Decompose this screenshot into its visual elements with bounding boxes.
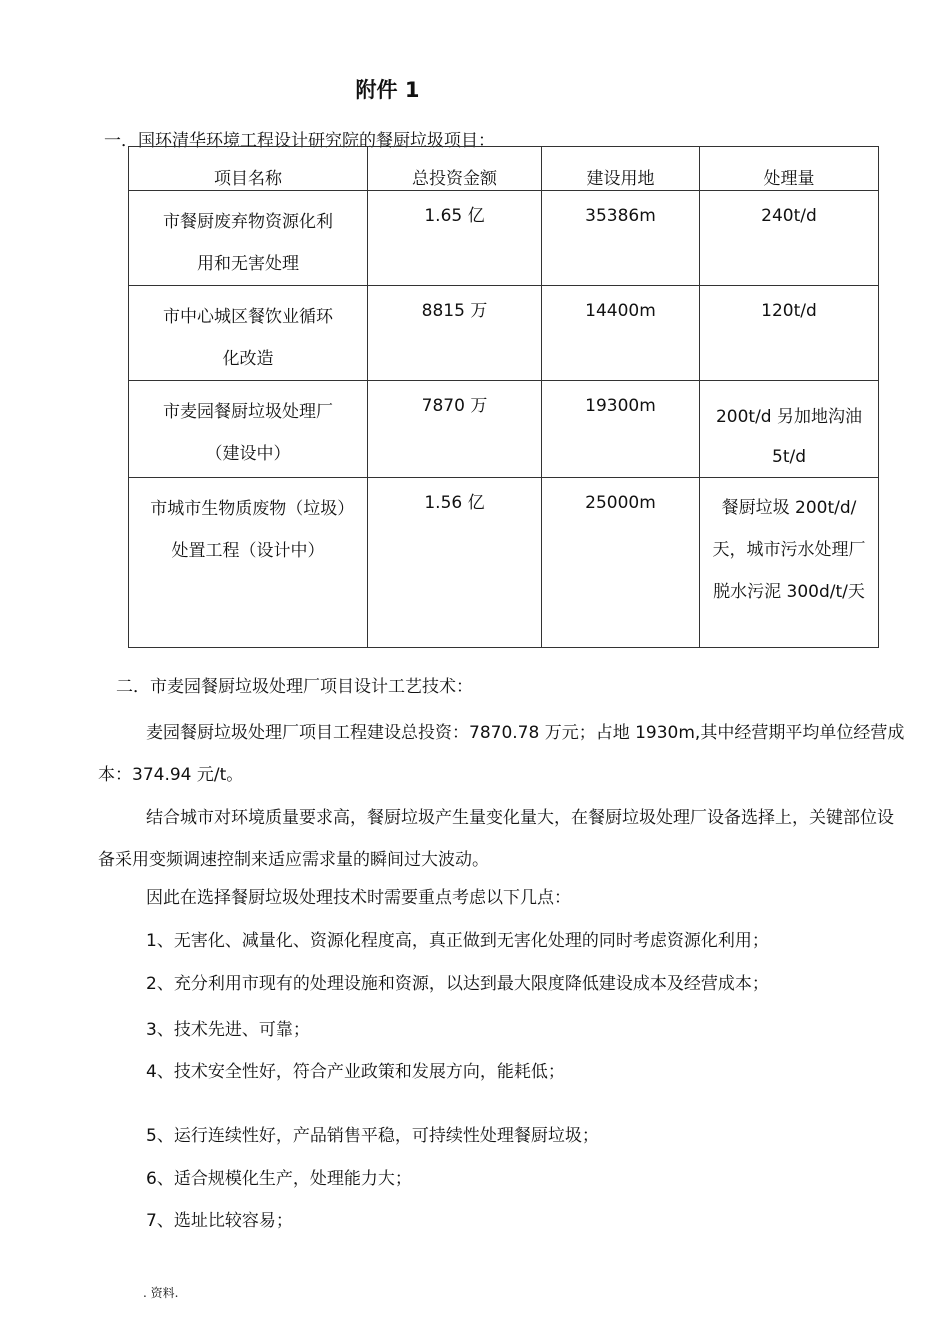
- list-item: 2、充分利用市现有的处理设施和资源，以达到最大限度降低建设成本及经营成本；: [146, 974, 769, 994]
- header-land: 建设用地: [542, 147, 700, 191]
- cell-investment: 1.65 亿: [368, 191, 542, 286]
- cell-land: 14400m: [542, 286, 700, 381]
- header-investment: 总投资金额: [368, 147, 542, 191]
- cell-capacity: 餐厨垃圾 200t/d/天，城市污水处理厂脱水污泥 300d/t/天: [700, 478, 879, 648]
- cell-capacity: 120t/d: [700, 286, 879, 381]
- list-item: 5、运行连续性好，产品销售平稳，可持续性处理餐厨垃圾；: [146, 1126, 599, 1146]
- section1-heading: 一．国环清华环境工程设计研究院的餐厨垃圾项目：: [104, 131, 495, 151]
- project-table: [128, 146, 879, 648]
- document-title: 附件 1: [355, 78, 420, 102]
- paragraph-equipment: 结合城市对环境质量要求高，餐厨垃圾产生量变化量大，在餐厨垃圾处理厂设备选择上，关键部位设备采用变频调速控制来适应需求量的瞬间过大波动。: [98, 808, 894, 870]
- list-item: 1、无害化、减量化、资源化程度高，真正做到无害化处理的同时考虑资源化利用；: [146, 931, 769, 951]
- cell-investment: 7870 万: [368, 381, 542, 478]
- paragraph-considerations: 因此在选择餐厨垃圾处理技术时需要重点考虑以下几点：: [146, 888, 571, 908]
- section2-heading: 二．市麦园餐厨垃圾处理厂项目设计工艺技术：: [116, 677, 473, 697]
- table-row: [129, 191, 879, 286]
- cell-land: 19300m: [542, 381, 700, 478]
- cell-land: 35386m: [542, 191, 700, 286]
- table-header-row: [129, 147, 879, 191]
- cell-land: 25000m: [542, 478, 700, 648]
- cell-name: 市城市生物质废物（垃圾）处置工程（设计中）: [129, 478, 368, 648]
- table-row: [129, 381, 879, 478]
- table-row: [129, 478, 879, 648]
- header-name: 项目名称: [129, 147, 368, 191]
- cell-capacity: 240t/d: [700, 191, 879, 286]
- cell-investment: 8815 万: [368, 286, 542, 381]
- cell-name: 市中心城区餐饮业循环化改造: [129, 286, 368, 381]
- header-capacity: 处理量: [700, 147, 879, 191]
- list-item: 7、选址比较容易；: [146, 1211, 293, 1231]
- list-item: 4、技术安全性好，符合产业政策和发展方向，能耗低；: [146, 1062, 565, 1082]
- cell-name: 市餐厨废弃物资源化利用和无害处理: [129, 191, 368, 286]
- cell-name: 市麦园餐厨垃圾处理厂（建设中）: [129, 381, 368, 478]
- table-row: [129, 286, 879, 381]
- page-footer: . 资料.: [143, 1286, 179, 1300]
- cell-capacity: 200t/d 另加地沟油 5t/d: [700, 381, 879, 478]
- cell-investment: 1.56 亿: [368, 478, 542, 648]
- paragraph-investment: 麦园餐厨垃圾处理厂项目工程建设总投资：7870.78 万元；占地 1930m,其中经营期平均单位经营成本：374.94 元/t。: [98, 723, 905, 785]
- list-item: 3、技术先进、可靠；: [146, 1020, 310, 1040]
- list-item: 6、适合规模化生产，处理能力大；: [146, 1169, 412, 1189]
